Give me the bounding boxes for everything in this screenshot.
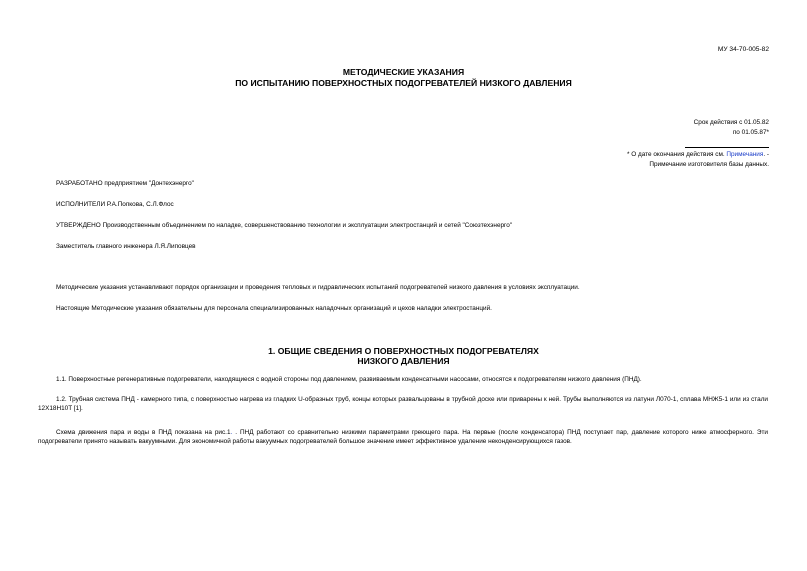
intro-paragraph-1: Методические указания устанавливают порядок организации и проведения тепловых и гидравлических испытаний подогревателей низкого давления в условиях эксплуатации.: [56, 284, 580, 291]
developed-by: РАЗРАБОТАНО предприятием "Донтехэнерго": [56, 180, 194, 187]
executors: ИСПОЛНИТЕЛИ Р.А.Попкова, С.Л.Флос: [56, 201, 174, 208]
paragraph-1-3: [38, 428, 768, 446]
note-suffix: . -: [763, 151, 769, 158]
approved-by: УТВЕРЖДЕНО Производственным объединением по наладке, совершенствованию технологии и эксплуатации электростанций и сетей "Союзтехэнерго": [56, 222, 513, 229]
section-1-heading-line2: НИЗКОГО ДАВЛЕНИЯ: [357, 356, 450, 366]
paragraph-1-3-start: Схема движения пара и воды в ПНД показана на рис.1: [56, 429, 231, 436]
document-code: МУ 34-70-005-82: [717, 46, 769, 53]
document-title-line2: ПО ИСПЫТАНИЮ ПОВЕРХНОСТНЫХ ПОДОГРЕВАТЕЛЕЙ НИЗКОГО ДАВЛЕНИЯ: [235, 78, 572, 88]
document-title-line1: МЕТОДИЧЕСКИЕ УКАЗАНИЯ: [342, 67, 465, 77]
paragraph-1-2: 1.2. Трубная система ПНД - камерного типа, с поверхностью нагрева из гладких U-образных труб, концы которых развальцованы в трубной доске или приварены к ней. Трубы выполняются из латуни Л070-1, сплава МНЖ5-1 или из стали 12Х18Н10Т [1].: [38, 396, 768, 412]
note-line2: Примечание изготовителя базы данных.: [649, 161, 769, 168]
validity-block: [694, 118, 769, 138]
section-1-heading-line1: 1. ОБЩИЕ СВЕДЕНИЯ О ПОВЕРХНОСТНЫХ ПОДОГРЕВАТЕЛЯХ: [268, 346, 539, 356]
paragraph-1-1: 1.1. Поверхностные регенеративные подогреватели, находящиеся с водной стороны под давлением, развиваемым конденсатными насосами, относятся к подогревателям низкого давления (ПНД).: [56, 376, 642, 383]
figure-1-link[interactable]: .: [230, 429, 233, 436]
note-divider: [685, 147, 769, 148]
section-1-heading: [0, 346, 807, 366]
deputy-chief-engineer: Заместитель главного инженера Л.Я.Липовцев: [56, 243, 196, 250]
paragraph-1-3-rest: . ПНД работают со сравнительно низкими параметрами греющего пара. На первые (после конденсатора) ПНД поступает пар, давление которого ниже атмосферного. Эти подогреватели принято называть вакуумными. Для экономичной работы вакуумных подогревателей большое значение имеет эффективное удаление неконденсирующихся газов.: [38, 429, 768, 445]
validity-from: Срок действия с 01.05.82: [693, 119, 769, 126]
intro-paragraph-2: Настоящие Методические указания обязательны для персонала специализированных наладочных организаций и цехов наладки электростанций.: [56, 305, 492, 312]
note-link[interactable]: Примечания: [726, 151, 764, 158]
note-prefix: * О дате окончания действия см.: [627, 151, 727, 158]
database-note: [627, 150, 769, 170]
validity-to: по 01.05.87*: [732, 129, 769, 136]
document-title: [0, 67, 807, 89]
note-line1: [627, 150, 769, 160]
